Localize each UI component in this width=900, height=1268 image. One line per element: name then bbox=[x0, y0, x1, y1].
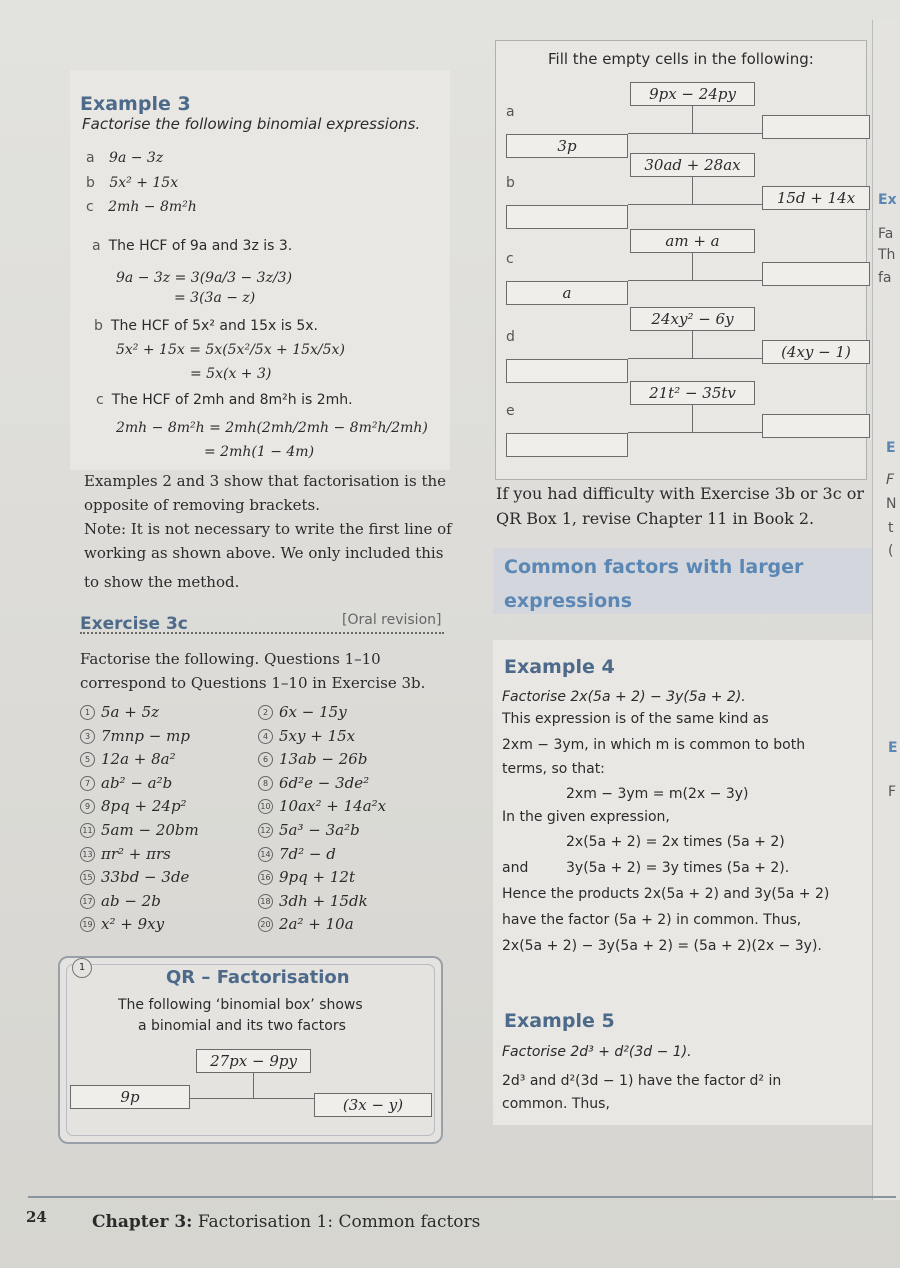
edge-fragment: F bbox=[888, 784, 897, 800]
question-expression: πr² + πrs bbox=[101, 844, 171, 863]
connector-v bbox=[692, 405, 693, 433]
solution-a-line2: = 3(3a − z) bbox=[174, 290, 256, 306]
question-number: 1 bbox=[80, 705, 95, 720]
row-label: a bbox=[506, 104, 515, 120]
top-cell: 9px − 24py bbox=[630, 82, 755, 106]
question-number: 5 bbox=[80, 752, 95, 767]
connector-v bbox=[692, 331, 693, 359]
question-number: 7 bbox=[80, 776, 95, 791]
note-line-2: opposite of removing brackets. bbox=[84, 496, 320, 514]
example-5-title: Example 5 bbox=[504, 1010, 615, 1032]
solution-b-line2: = 5x(x + 3) bbox=[190, 366, 272, 382]
exercise-rule bbox=[80, 632, 444, 634]
question-number: 20 bbox=[258, 917, 273, 932]
qr-number-badge bbox=[72, 958, 92, 978]
row-label: c bbox=[506, 251, 514, 267]
question-number: 2 bbox=[258, 705, 273, 720]
row-label: d bbox=[506, 329, 515, 345]
part-expr: 2mh − 8m²h bbox=[108, 199, 197, 215]
footer-chapter bbox=[92, 1212, 480, 1232]
note-line-3: Note: It is not necessary to write the first line of bbox=[84, 520, 452, 538]
question-expression: ab² − a²b bbox=[101, 773, 173, 792]
edge-fragment: E bbox=[886, 440, 896, 456]
question-expression: 2a² + 10a bbox=[279, 915, 354, 934]
footer-chapter-title: Factorisation 1: Common factors bbox=[197, 1212, 481, 1232]
exercise-question bbox=[80, 796, 187, 815]
edge-fragment: Fa bbox=[878, 226, 894, 242]
part-label: a bbox=[86, 150, 95, 166]
exercise-question bbox=[258, 796, 386, 815]
solution-c-line2: = 2mh(1 − 4m) bbox=[204, 444, 315, 460]
solution-a-line1: 9a − 3z = 3(9a/3 − 3z/3) bbox=[116, 270, 293, 286]
top-cell: 24xy² − 6y bbox=[630, 307, 755, 331]
solution-b-line1: 5x² + 15x = 5x(5x²/5x + 15x/5x) bbox=[116, 342, 345, 358]
question-expression: 9pq + 12t bbox=[279, 868, 355, 887]
connector-h bbox=[628, 204, 762, 205]
question-number: 6 bbox=[258, 752, 273, 767]
exercise-question bbox=[80, 820, 199, 839]
exercise-title: Exercise 3c bbox=[80, 614, 188, 634]
exercise-question bbox=[80, 844, 171, 863]
question-expression: 10ax² + 14a²x bbox=[279, 797, 387, 816]
qr-number: 1 bbox=[78, 962, 86, 973]
right-cell bbox=[762, 115, 870, 139]
connector-h bbox=[628, 133, 762, 134]
connector-h bbox=[628, 280, 762, 281]
solution-text: The HCF of 9a and 3z is 3. bbox=[108, 238, 293, 254]
question-expression: 5a + 5z bbox=[101, 703, 160, 721]
question-number: 19 bbox=[80, 917, 95, 932]
left-cell: a bbox=[506, 281, 628, 305]
exercise-intro-2: correspond to Questions 1–10 in Exercise 3b. bbox=[80, 674, 426, 692]
example-4-line-4: terms, so that: bbox=[502, 761, 605, 777]
qr-line-1: The following ‘binomial box’ shows bbox=[118, 997, 363, 1013]
solution-c-line1: 2mh − 8m²h = 2mh(2mh/2mh − 8m²h/2mh) bbox=[116, 420, 428, 436]
left-cell bbox=[506, 205, 628, 229]
fill-title: Fill the empty cells in the following: bbox=[548, 50, 814, 68]
note-line-4: working as shown above. We only included this bbox=[84, 544, 444, 562]
example-4-line-3: 2xm − 3ym, in which m is common to both bbox=[502, 737, 806, 753]
part-label: b bbox=[86, 175, 95, 191]
question-expression: x² + 9xy bbox=[101, 915, 165, 934]
right-cell bbox=[762, 414, 870, 438]
connector-h bbox=[628, 432, 762, 433]
example-4-title: Example 4 bbox=[504, 656, 615, 678]
difficulty-line-1: If you had difficulty with Exercise 3b or 3c or bbox=[496, 484, 865, 503]
right-cell bbox=[762, 262, 870, 286]
example-4-line-8a: and bbox=[502, 860, 529, 876]
question-expression: 7mnp − mp bbox=[101, 726, 190, 745]
exercise-question bbox=[80, 914, 164, 933]
part-expr: 5x² + 15x bbox=[109, 175, 179, 191]
left-cell: 3p bbox=[506, 134, 628, 158]
solution-text: The HCF of 5x² and 15x is 5x. bbox=[110, 318, 318, 334]
exercise-question bbox=[80, 726, 190, 745]
top-cell: 21t² − 35tv bbox=[630, 381, 755, 405]
edge-fragment: N bbox=[886, 496, 897, 512]
exercise-question bbox=[258, 844, 336, 863]
edge-fragment: ( bbox=[888, 543, 894, 559]
exercise-question bbox=[258, 749, 367, 768]
exercise-question bbox=[258, 914, 354, 933]
note-line-1: Examples 2 and 3 show that factorisation is the bbox=[84, 472, 447, 490]
exercise-question bbox=[258, 773, 369, 792]
part-label: c bbox=[86, 199, 94, 215]
example-4-line-8: 3y(5a + 2) = 3y times (5a + 2). bbox=[566, 860, 790, 876]
left-cell bbox=[506, 433, 628, 457]
edge-fragment: E bbox=[888, 740, 898, 756]
example-5-line-2: 2d³ and d²(3d − 1) have the factor d² in bbox=[502, 1073, 782, 1089]
solution-c-head: c The HCF of 2mh and 8m²h is 2mh. bbox=[96, 392, 353, 408]
connector-v bbox=[692, 253, 693, 281]
question-number: 10 bbox=[258, 799, 273, 814]
question-number: 16 bbox=[258, 870, 273, 885]
qr-line-2: a binomial and its two factors bbox=[138, 1018, 346, 1034]
qr-title: QR – Factorisation bbox=[166, 967, 350, 988]
question-number: 8 bbox=[258, 776, 273, 791]
row-label: e bbox=[506, 403, 515, 419]
example-5-line-3: common. Thus, bbox=[502, 1096, 610, 1112]
exercise-question bbox=[258, 702, 347, 721]
exercise-intro-1: Factorise the following. Questions 1–10 bbox=[80, 650, 381, 668]
example-4-line-1: Factorise 2x(5a + 2) − 3y(5a + 2). bbox=[502, 689, 746, 705]
solution-b-head: b The HCF of 5x² and 15x is 5x. bbox=[94, 318, 318, 334]
note-line-5: to show the method. bbox=[84, 573, 240, 591]
exercise-question bbox=[258, 726, 355, 745]
question-number: 12 bbox=[258, 823, 273, 838]
exercise-question bbox=[258, 820, 360, 839]
question-expression: 5am − 20bm bbox=[101, 821, 199, 839]
part-a bbox=[86, 150, 163, 166]
connector-h bbox=[628, 358, 762, 359]
solution-a-head: a The HCF of 9a and 3z is 3. bbox=[92, 238, 293, 254]
qr-left-cell: 9p bbox=[70, 1085, 190, 1109]
footer-chapter-label: Chapter 3: bbox=[92, 1212, 193, 1232]
top-cell: 30ad + 28ax bbox=[630, 153, 755, 177]
right-cell: 15d + 14x bbox=[762, 186, 870, 210]
left-cell bbox=[506, 359, 628, 383]
exercise-tag: [Oral revision] bbox=[342, 612, 442, 628]
question-expression: ab − 2b bbox=[101, 891, 161, 910]
exercise-question bbox=[80, 749, 176, 768]
qr-top-cell: 27px − 9py bbox=[196, 1049, 311, 1073]
question-number: 4 bbox=[258, 729, 273, 744]
edge-fragment: Th bbox=[878, 247, 896, 263]
question-expression: 5xy + 15x bbox=[279, 726, 356, 745]
exercise-question bbox=[80, 773, 172, 792]
question-expression: 6x − 15y bbox=[279, 703, 347, 721]
connector-v bbox=[692, 177, 693, 205]
question-number: 13 bbox=[80, 847, 95, 862]
section-title-1: Common factors with larger bbox=[504, 556, 804, 578]
question-expression: 8pq + 24p² bbox=[101, 797, 187, 816]
difficulty-line-2: QR Box 1, revise Chapter 11 in Book 2. bbox=[496, 509, 815, 528]
question-number: 11 bbox=[80, 823, 95, 838]
question-expression: 5a³ − 3a²b bbox=[279, 821, 360, 839]
example-3-title: Example 3 bbox=[80, 93, 191, 115]
section-title-2: expressions bbox=[504, 590, 633, 612]
question-expression: 13ab − 26b bbox=[279, 750, 368, 769]
top-cell: am + a bbox=[630, 229, 755, 253]
page-number: 24 bbox=[26, 1208, 47, 1226]
edge-fragment: t bbox=[888, 520, 894, 536]
edge-fragment: fa bbox=[878, 270, 892, 286]
exercise-question bbox=[258, 891, 368, 910]
edge-fragment: F bbox=[886, 472, 895, 488]
example-3-intro: Factorise the following binomial expressions. bbox=[82, 115, 421, 133]
question-expression: 7d² − d bbox=[279, 844, 336, 863]
example-4-line-9: Hence the products 2x(5a + 2) and 3y(5a + 2) bbox=[502, 886, 830, 902]
question-expression: 12a + 8a² bbox=[101, 750, 176, 769]
question-number: 3 bbox=[80, 729, 95, 744]
exercise-question bbox=[80, 867, 189, 886]
footer-rule bbox=[28, 1196, 896, 1198]
part-b bbox=[86, 175, 178, 191]
exercise-question bbox=[80, 702, 159, 721]
qr-right-cell: (3x − y) bbox=[314, 1093, 432, 1117]
example-4-line-7: 2x(5a + 2) = 2x times (5a + 2) bbox=[566, 834, 785, 850]
example-4-line-6: In the given expression, bbox=[502, 809, 670, 825]
right-cell: (4xy − 1) bbox=[762, 340, 870, 364]
question-expression: 33bd − 3de bbox=[101, 868, 190, 887]
part-expr: 9a − 3z bbox=[109, 150, 164, 166]
qr-connector-h bbox=[190, 1098, 315, 1099]
row-label: b bbox=[506, 175, 515, 191]
example-4-line-11: 2x(5a + 2) − 3y(5a + 2) = (5a + 2)(2x − 3y). bbox=[502, 938, 822, 954]
solution-text: The HCF of 2mh and 8m²h is 2mh. bbox=[111, 392, 353, 408]
example-5-line-1: Factorise 2d³ + d²(3d − 1). bbox=[502, 1044, 692, 1060]
question-number: 17 bbox=[80, 894, 95, 909]
question-number: 14 bbox=[258, 847, 273, 862]
qr-connector-v bbox=[253, 1073, 254, 1099]
exercise-question bbox=[80, 891, 161, 910]
example-4-line-10: have the factor (5a + 2) in common. Thus, bbox=[502, 912, 802, 928]
question-number: 9 bbox=[80, 799, 95, 814]
edge-fragment: Ex bbox=[878, 192, 897, 208]
example-4-line-5: 2xm − 3ym = m(2x − 3y) bbox=[566, 786, 749, 802]
part-c bbox=[86, 199, 197, 215]
question-expression: 3dh + 15dk bbox=[279, 891, 368, 910]
question-number: 15 bbox=[80, 870, 95, 885]
example-4-line-2: This expression is of the same kind as bbox=[502, 711, 769, 727]
question-number: 18 bbox=[258, 894, 273, 909]
connector-v bbox=[692, 106, 693, 134]
exercise-question bbox=[258, 867, 355, 886]
question-expression: 6d²e − 3de² bbox=[279, 773, 370, 792]
